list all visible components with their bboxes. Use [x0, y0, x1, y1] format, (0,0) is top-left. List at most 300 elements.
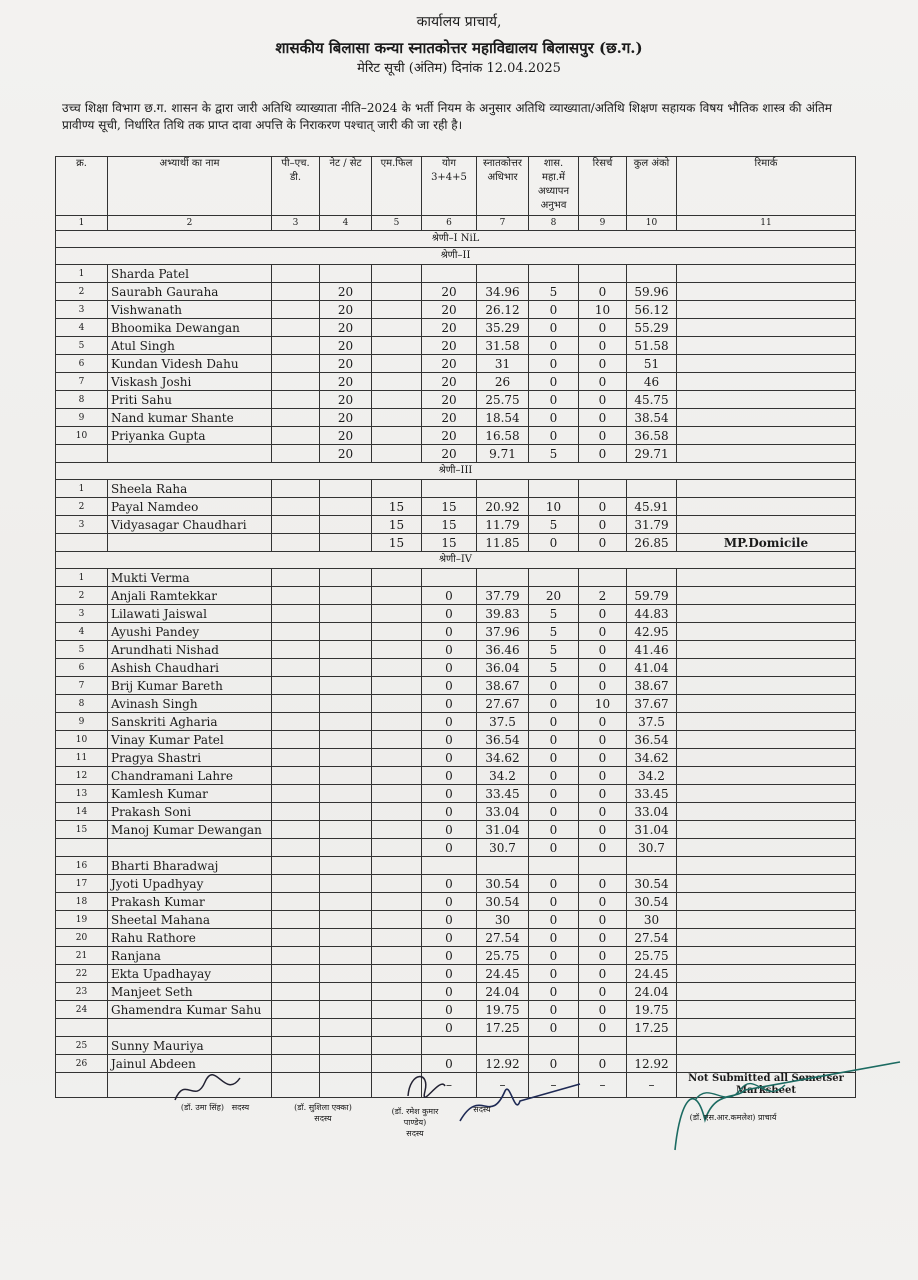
table-row [56, 875, 856, 893]
net-score [320, 785, 372, 803]
phd-score [272, 355, 320, 373]
mphil-score [372, 391, 422, 409]
remark [677, 803, 856, 821]
mphil-score [372, 301, 422, 319]
total-score: 20 [422, 373, 477, 391]
pg-weight: 31 [477, 355, 529, 373]
teaching-exp: 0 [529, 337, 579, 355]
col-number: 1 [56, 216, 108, 231]
research-score: 0 [579, 1001, 627, 1019]
research-score: 0 [579, 605, 627, 623]
table-row [56, 821, 856, 839]
category-4-title: श्रेणी–IV [56, 552, 856, 569]
total-score: 20 [422, 391, 477, 409]
mphil-score [372, 319, 422, 337]
net-score [320, 857, 372, 875]
research-score: 0 [579, 355, 627, 373]
column-number-row [56, 216, 856, 231]
teaching-exp: 0 [529, 1055, 579, 1073]
net-score [320, 659, 372, 677]
col-exp: शास. महा.में अध्यापन अनुभव [529, 157, 579, 216]
teaching-exp: 0 [529, 785, 579, 803]
row-sn [56, 445, 108, 463]
pg-weight [477, 480, 529, 498]
teaching-exp: 0 [529, 355, 579, 373]
pg-weight: 9.71 [477, 445, 529, 463]
total-score: 0 [422, 875, 477, 893]
research-score: 0 [579, 947, 627, 965]
mphil-score [372, 355, 422, 373]
candidate-name: Priti Sahu [108, 391, 272, 409]
pg-weight: 26 [477, 373, 529, 391]
pg-weight: 31.58 [477, 337, 529, 355]
phd-score [272, 821, 320, 839]
teaching-exp: 0 [529, 427, 579, 445]
table-row [56, 767, 856, 785]
teaching-exp: 0 [529, 893, 579, 911]
phd-score [272, 677, 320, 695]
table-row [56, 677, 856, 695]
mphil-score [372, 641, 422, 659]
row-sn: 1 [56, 480, 108, 498]
table-row [56, 265, 856, 283]
row-sn: 1 [56, 265, 108, 283]
total-score: 0 [422, 695, 477, 713]
total-score: 20 [422, 427, 477, 445]
row-sn: 26 [56, 1055, 108, 1073]
net-score [320, 821, 372, 839]
remark [677, 1001, 856, 1019]
total-marks: 27.54 [627, 929, 677, 947]
teaching-exp: 0 [529, 731, 579, 749]
phd-score [272, 857, 320, 875]
candidate-name [108, 534, 272, 552]
remark [677, 857, 856, 875]
signature-principal: (डॉ. एस.आर.कमलेश) प्राचार्य [689, 1113, 777, 1122]
row-sn: 3 [56, 301, 108, 319]
teaching-exp: 0 [529, 534, 579, 552]
total-score: 0 [422, 893, 477, 911]
teaching-exp: 0 [529, 695, 579, 713]
pg-weight: 34.62 [477, 749, 529, 767]
research-score: 0 [579, 1019, 627, 1037]
total-marks: 44.83 [627, 605, 677, 623]
table-row [56, 569, 856, 587]
teaching-exp: 0 [529, 409, 579, 427]
net-score [320, 875, 372, 893]
net-score [320, 498, 372, 516]
mphil-score [372, 785, 422, 803]
total-score: 0 [422, 749, 477, 767]
total-marks: 55.29 [627, 319, 677, 337]
candidate-name: Mukti Verma [108, 569, 272, 587]
candidate-name: Vinay Kumar Patel [108, 731, 272, 749]
col-number: 10 [627, 216, 677, 231]
remark [677, 821, 856, 839]
research-score: 0 [579, 785, 627, 803]
research-score: 0 [579, 677, 627, 695]
mphil-score [372, 1019, 422, 1037]
pg-weight: 25.75 [477, 947, 529, 965]
phd-score [272, 427, 320, 445]
table-row [56, 623, 856, 641]
table-row [56, 803, 856, 821]
phd-score [272, 1055, 320, 1073]
phd-score [272, 516, 320, 534]
phd-score [272, 839, 320, 857]
total-score: 0 [422, 677, 477, 695]
mphil-score [372, 677, 422, 695]
phd-score [272, 337, 320, 355]
total-score: 0 [422, 1001, 477, 1019]
pg-weight: 37.96 [477, 623, 529, 641]
table-row [56, 445, 856, 463]
total-score [422, 569, 477, 587]
table-row [56, 749, 856, 767]
total-score: 20 [422, 319, 477, 337]
row-sn: 24 [56, 1001, 108, 1019]
research-score [579, 265, 627, 283]
row-sn: 15 [56, 821, 108, 839]
row-sn: 14 [56, 803, 108, 821]
research-score [579, 857, 627, 875]
total-marks: 30.54 [627, 893, 677, 911]
candidate-name: Jyoti Upadhyay [108, 875, 272, 893]
research-score: 0 [579, 965, 627, 983]
remark [677, 409, 856, 427]
table-row [56, 516, 856, 534]
table-row [56, 373, 856, 391]
teaching-exp: 0 [529, 301, 579, 319]
candidate-name: Pragya Shastri [108, 749, 272, 767]
net-score [320, 803, 372, 821]
research-score [579, 480, 627, 498]
table-row [56, 480, 856, 498]
pg-weight: 11.85 [477, 534, 529, 552]
pg-weight: 19.75 [477, 1001, 529, 1019]
total-marks [627, 857, 677, 875]
row-sn: 2 [56, 587, 108, 605]
total-marks: 33.45 [627, 785, 677, 803]
teaching-exp: – [529, 1073, 579, 1098]
mphil-score [372, 337, 422, 355]
teaching-exp: 0 [529, 839, 579, 857]
mphil-score [372, 929, 422, 947]
pg-weight: 20.92 [477, 498, 529, 516]
total-marks: 12.92 [627, 1055, 677, 1073]
total-marks: 31.04 [627, 821, 677, 839]
net-score [320, 947, 372, 965]
research-score: 0 [579, 821, 627, 839]
row-sn [56, 1019, 108, 1037]
table-row [56, 659, 856, 677]
net-score [320, 1055, 372, 1073]
mphil-score [372, 1037, 422, 1055]
phd-score [272, 623, 320, 641]
total-marks: 30.7 [627, 839, 677, 857]
teaching-exp [529, 1037, 579, 1055]
table-row [56, 534, 856, 552]
pg-weight: 31.04 [477, 821, 529, 839]
row-sn: 5 [56, 641, 108, 659]
remark [677, 498, 856, 516]
net-score: 20 [320, 319, 372, 337]
mphil-score [372, 821, 422, 839]
pg-weight: 25.75 [477, 391, 529, 409]
teaching-exp: 0 [529, 767, 579, 785]
candidate-name: Nand kumar Shante [108, 409, 272, 427]
total-score [422, 480, 477, 498]
mphil-score [372, 731, 422, 749]
total-marks: 31.79 [627, 516, 677, 534]
pg-weight: 26.12 [477, 301, 529, 319]
teaching-exp: 0 [529, 983, 579, 1001]
total-marks: 29.71 [627, 445, 677, 463]
research-score: 0 [579, 875, 627, 893]
row-sn: 13 [56, 785, 108, 803]
total-score: 20 [422, 301, 477, 319]
signature-2: (डॉ. सुशिला एक्का) सदस्य [294, 1103, 352, 1123]
pg-weight: 33.45 [477, 785, 529, 803]
pg-weight: 27.54 [477, 929, 529, 947]
mphil-score [372, 283, 422, 301]
category-3-title: श्रेणी–III [56, 463, 856, 480]
pg-weight: 37.79 [477, 587, 529, 605]
row-sn: 19 [56, 911, 108, 929]
pg-weight [477, 1037, 529, 1055]
category-2-title: श्रेणी–II [56, 248, 856, 265]
research-score: 0 [579, 283, 627, 301]
total-score: 0 [422, 659, 477, 677]
pg-weight: 34.2 [477, 767, 529, 785]
teaching-exp: 0 [529, 947, 579, 965]
remark: Not Submitted all Semetser Marksheet [677, 1073, 856, 1098]
net-score [320, 1037, 372, 1055]
research-score: 0 [579, 445, 627, 463]
phd-score [272, 785, 320, 803]
research-score [579, 1037, 627, 1055]
total-marks: 24.45 [627, 965, 677, 983]
teaching-exp: 0 [529, 803, 579, 821]
total-marks: 56.12 [627, 301, 677, 319]
phd-score [272, 373, 320, 391]
phd-score [272, 409, 320, 427]
teaching-exp: 0 [529, 911, 579, 929]
candidate-name: Manjeet Seth [108, 983, 272, 1001]
net-score [320, 569, 372, 587]
candidate-name: Saurabh Gauraha [108, 283, 272, 301]
row-sn: 2 [56, 283, 108, 301]
teaching-exp: 0 [529, 965, 579, 983]
total-score: 0 [422, 767, 477, 785]
total-marks: 25.75 [627, 947, 677, 965]
total-score: 20 [422, 445, 477, 463]
total-score [422, 265, 477, 283]
phd-score [272, 641, 320, 659]
teaching-exp: 0 [529, 391, 579, 409]
total-score: 15 [422, 498, 477, 516]
total-score: 20 [422, 409, 477, 427]
table-row [56, 355, 856, 373]
pg-weight: 12.92 [477, 1055, 529, 1073]
table-row [56, 695, 856, 713]
net-score: 20 [320, 301, 372, 319]
col-total: योग 3+4+5 [422, 157, 477, 216]
total-score [422, 857, 477, 875]
table-row [56, 893, 856, 911]
total-marks: 45.75 [627, 391, 677, 409]
total-score: 0 [422, 929, 477, 947]
net-score [320, 480, 372, 498]
remark [677, 373, 856, 391]
college-name: शासकीय बिलासा कन्या स्नातकोत्तर महाविद्यालय बिलासपुर (छ.ग.) [275, 39, 643, 57]
remark [677, 1037, 856, 1055]
pg-weight: 36.04 [477, 659, 529, 677]
table-row [56, 1037, 856, 1055]
research-score: 10 [579, 695, 627, 713]
net-score [320, 534, 372, 552]
total-score: 15 [422, 534, 477, 552]
teaching-exp: 0 [529, 677, 579, 695]
mphil-score [372, 445, 422, 463]
teaching-exp: 0 [529, 749, 579, 767]
total-marks: 38.67 [627, 677, 677, 695]
research-score: – [579, 1073, 627, 1098]
candidate-name: Sharda Patel [108, 265, 272, 283]
remark [677, 391, 856, 409]
teaching-exp [529, 569, 579, 587]
phd-score [272, 749, 320, 767]
remark [677, 605, 856, 623]
pg-weight: 39.83 [477, 605, 529, 623]
mphil-score [372, 587, 422, 605]
total-marks: 59.79 [627, 587, 677, 605]
pg-weight: 36.54 [477, 731, 529, 749]
research-score: 2 [579, 587, 627, 605]
remark [677, 283, 856, 301]
total-score: – [422, 1073, 477, 1098]
total-marks: – [627, 1073, 677, 1098]
total-marks: 26.85 [627, 534, 677, 552]
row-sn: 2 [56, 498, 108, 516]
total-score: 0 [422, 605, 477, 623]
phd-score [272, 1001, 320, 1019]
mphil-score [372, 983, 422, 1001]
candidate-name: Lilawati Jaiswal [108, 605, 272, 623]
mphil-score [372, 839, 422, 857]
teaching-exp [529, 480, 579, 498]
row-sn [56, 534, 108, 552]
phd-score [272, 391, 320, 409]
pg-weight: 30.54 [477, 893, 529, 911]
remark [677, 947, 856, 965]
row-sn: 8 [56, 391, 108, 409]
teaching-exp: 5 [529, 445, 579, 463]
pg-weight [477, 857, 529, 875]
row-sn: 8 [56, 695, 108, 713]
candidate-name: Vidyasagar Chaudhari [108, 516, 272, 534]
remark [677, 911, 856, 929]
table-row [56, 983, 856, 1001]
row-sn: 9 [56, 409, 108, 427]
signature-block [0, 1090, 918, 1270]
table-row [56, 857, 856, 875]
total-marks [627, 480, 677, 498]
total-score: 20 [422, 355, 477, 373]
candidate-name: Sanskriti Agharia [108, 713, 272, 731]
remark [677, 695, 856, 713]
total-score: 0 [422, 821, 477, 839]
col-number: 8 [529, 216, 579, 231]
net-score [320, 767, 372, 785]
phd-score [272, 803, 320, 821]
col-number: 2 [108, 216, 272, 231]
total-marks [627, 569, 677, 587]
col-number: 9 [579, 216, 627, 231]
total-marks: 36.54 [627, 731, 677, 749]
candidate-name: Prakash Kumar [108, 893, 272, 911]
candidate-name [108, 445, 272, 463]
net-score [320, 677, 372, 695]
col-number: 6 [422, 216, 477, 231]
total-marks: 37.5 [627, 713, 677, 731]
table-row [56, 713, 856, 731]
phd-score [272, 713, 320, 731]
col-number: 3 [272, 216, 320, 231]
net-score [320, 695, 372, 713]
remark [677, 427, 856, 445]
net-score: 20 [320, 427, 372, 445]
candidate-name: Manoj Kumar Dewangan [108, 821, 272, 839]
candidate-name: Arundhati Nishad [108, 641, 272, 659]
mphil-score [372, 767, 422, 785]
pg-weight: 30.54 [477, 875, 529, 893]
phd-score [272, 947, 320, 965]
net-score [320, 516, 372, 534]
total-marks: 51.58 [627, 337, 677, 355]
total-score: 0 [422, 911, 477, 929]
mphil-score [372, 265, 422, 283]
research-score [579, 569, 627, 587]
candidate-name: Brij Kumar Bareth [108, 677, 272, 695]
candidate-name: Vishwanath [108, 301, 272, 319]
row-sn: 7 [56, 373, 108, 391]
row-sn: 10 [56, 427, 108, 445]
table-row [56, 947, 856, 965]
phd-score [272, 659, 320, 677]
pg-weight: 37.5 [477, 713, 529, 731]
remark [677, 749, 856, 767]
net-score [320, 965, 372, 983]
candidate-name [108, 839, 272, 857]
row-sn: 18 [56, 893, 108, 911]
mphil-score [372, 695, 422, 713]
teaching-exp: 0 [529, 821, 579, 839]
teaching-exp: 5 [529, 605, 579, 623]
teaching-exp: 0 [529, 875, 579, 893]
research-score: 0 [579, 373, 627, 391]
candidate-name: Ranjana [108, 947, 272, 965]
research-score: 0 [579, 623, 627, 641]
row-sn: 3 [56, 516, 108, 534]
net-score [320, 983, 372, 1001]
total-marks: 17.25 [627, 1019, 677, 1037]
candidate-name: Kamlesh Kumar [108, 785, 272, 803]
mphil-score [372, 659, 422, 677]
candidate-name: Ghamendra Kumar Sahu [108, 1001, 272, 1019]
net-score [320, 265, 372, 283]
pg-weight: 35.29 [477, 319, 529, 337]
